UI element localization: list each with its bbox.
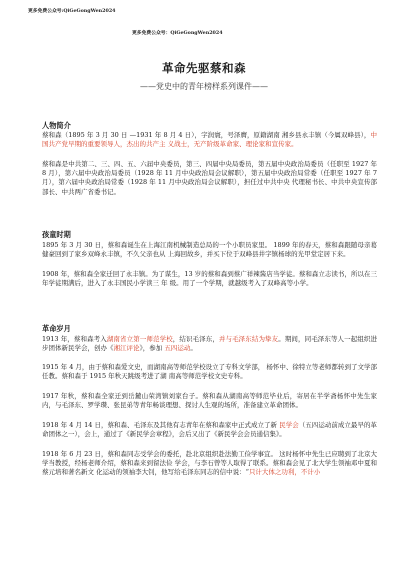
watermark-top: 更多免费公众号:QiGeGongWen2024 <box>28 8 116 14</box>
highlight-run: 中国共产党早期的重要领导人，杰出的共产主 义战士，无产阶级革命家、理论家和宣传家。 <box>42 131 377 149</box>
text-run: （五四运动前成立最早的革命团体之一），会上，通过了《新民学会章程》，会后又出了《新民学会会员通信集》。 <box>42 421 378 439</box>
text-run: 1918 年 4 月 14 日，蔡和森、毛泽东及其他有志青年在蔡和森家中正式成立了新 <box>42 421 280 429</box>
highlight-run: 五四运动 <box>164 344 191 353</box>
profile-paragraph-2 <box>42 160 377 197</box>
highlight-run: 只计大体之功利，不计小 <box>248 468 321 477</box>
watermark-second: 更多免费公众号：QiGeGongWen2024 <box>132 30 223 36</box>
text-run: 1915 年 4 月，由于蔡和森爱文史，而湖南高等师范学校设立了专科文学部， 杨怀中、徐特立等老师都转到了文学部任教。蔡和森于 1915 年秋天跳级考进了湖 南高等师范学校文史专科。 <box>42 363 377 381</box>
text-run: 1918 年 6 月 23 日，蔡和森同志受学会的委托，赴北京组织赴法勤工俭学事宜。 这时杨怀中先生已应聘到了北京大学当教授，经杨老师介绍，蔡和森来到留法俭 学会，与李石曾等人取得了联系。蔡和森会见了北大学生领袖邓中夏和蔡元培和著名新文 化运动的领袖李大钊，他写给毛泽东同志的信中说：“ <box>42 450 377 477</box>
document-subtitle: ——党史中的青年榜样系列课件—— <box>140 82 268 91</box>
text-run: 蔡和森（1895 年 3 月 30 日 —1931 年 8 月 4 日），字润寰，号泽膺，原籍湖南 湘乡县永丰镇（今属双峰县）， <box>42 131 371 139</box>
revolution-paragraph-1 <box>42 335 377 353</box>
document-title: 革命先驱蔡和森 <box>162 61 246 75</box>
childhood-paragraph-1 <box>42 241 377 259</box>
text-run: 1895 年 3 月 30 日，蔡和森诞生在上海江南机械制造总局的一个小职员家里。 1899 年的春天，蔡和森跟随母亲葛健豪回到了家乡双峰永丰镇，不久父亲也从 上海回故乡，并买下位于双峰县井字镇杨球的光甲堂定居下来。 <box>42 241 377 259</box>
profile-paragraph-1 <box>42 131 377 149</box>
text-run: 1917 年秋，蔡和森全家迁到岳麓山荣湾镇刘家台子。蔡和森从湖南高等师范毕业后，寄居在半学斋杨怀中先生家内，与毛泽东、罗学瓒、张昆弟等青年畅谈理想、探讨人生观的场所，准备建立革命团体。 <box>42 392 377 410</box>
highlight-run: 湘江评论 <box>113 344 140 353</box>
text-run: 》，参加 <box>139 344 165 353</box>
revolution-paragraph-4 <box>42 421 377 439</box>
revolution-paragraph-2 <box>42 363 377 381</box>
text-run: ，结识毛泽东， <box>172 335 219 343</box>
highlight-run: 湖南省立第一师范学校 <box>106 335 173 343</box>
childhood-paragraph-2 <box>42 270 377 288</box>
text-run: 。 <box>190 344 197 353</box>
revolution-paragraph-5 <box>42 450 377 478</box>
highlight-run: 民学会 <box>279 421 299 429</box>
section-heading-revolution: 革命岁月 <box>42 324 71 333</box>
text-run: 1908 年，蔡和森全家迁回了永丰镇。为了谋生，13 岁的蔡和森到蔡广祥辣酱店当学徒。蔡和森立志读书，所以在三年学徒期满后，进入了永丰国民小学读三 年 级。用了一个学期，就越级考入了双峰高等小学。 <box>42 270 377 288</box>
highlight-run: 并与毛泽东结为挚友 <box>218 335 279 343</box>
text-run: 。期间，同毛泽东等人一起组织进步团体新民学会，创办《 <box>42 335 378 353</box>
text-run: 1913 年，蔡和森考入 <box>42 335 107 343</box>
section-heading-childhood: 孩童时期 <box>42 230 71 239</box>
section-heading-profile: 人物简介 <box>42 121 71 130</box>
revolution-paragraph-3 <box>42 392 377 410</box>
text-run: 蔡和森是中共第二、三、四、五、六届中央委员，第三、四届中央局委员，第五届中央政治局委员（任职至 1927 年 8 月），第六届中央政治局委员（1928 年 11 月中央政治局会议解职），第五届中央政治局常委（任职至 1927 年 7 月），第六届中央政治局常委（1928 年 11 月中央政治局会议解职），担任过中共中央 代理秘书长、中共中央宣传部部长、中共两广省委书记。 <box>42 160 377 196</box>
